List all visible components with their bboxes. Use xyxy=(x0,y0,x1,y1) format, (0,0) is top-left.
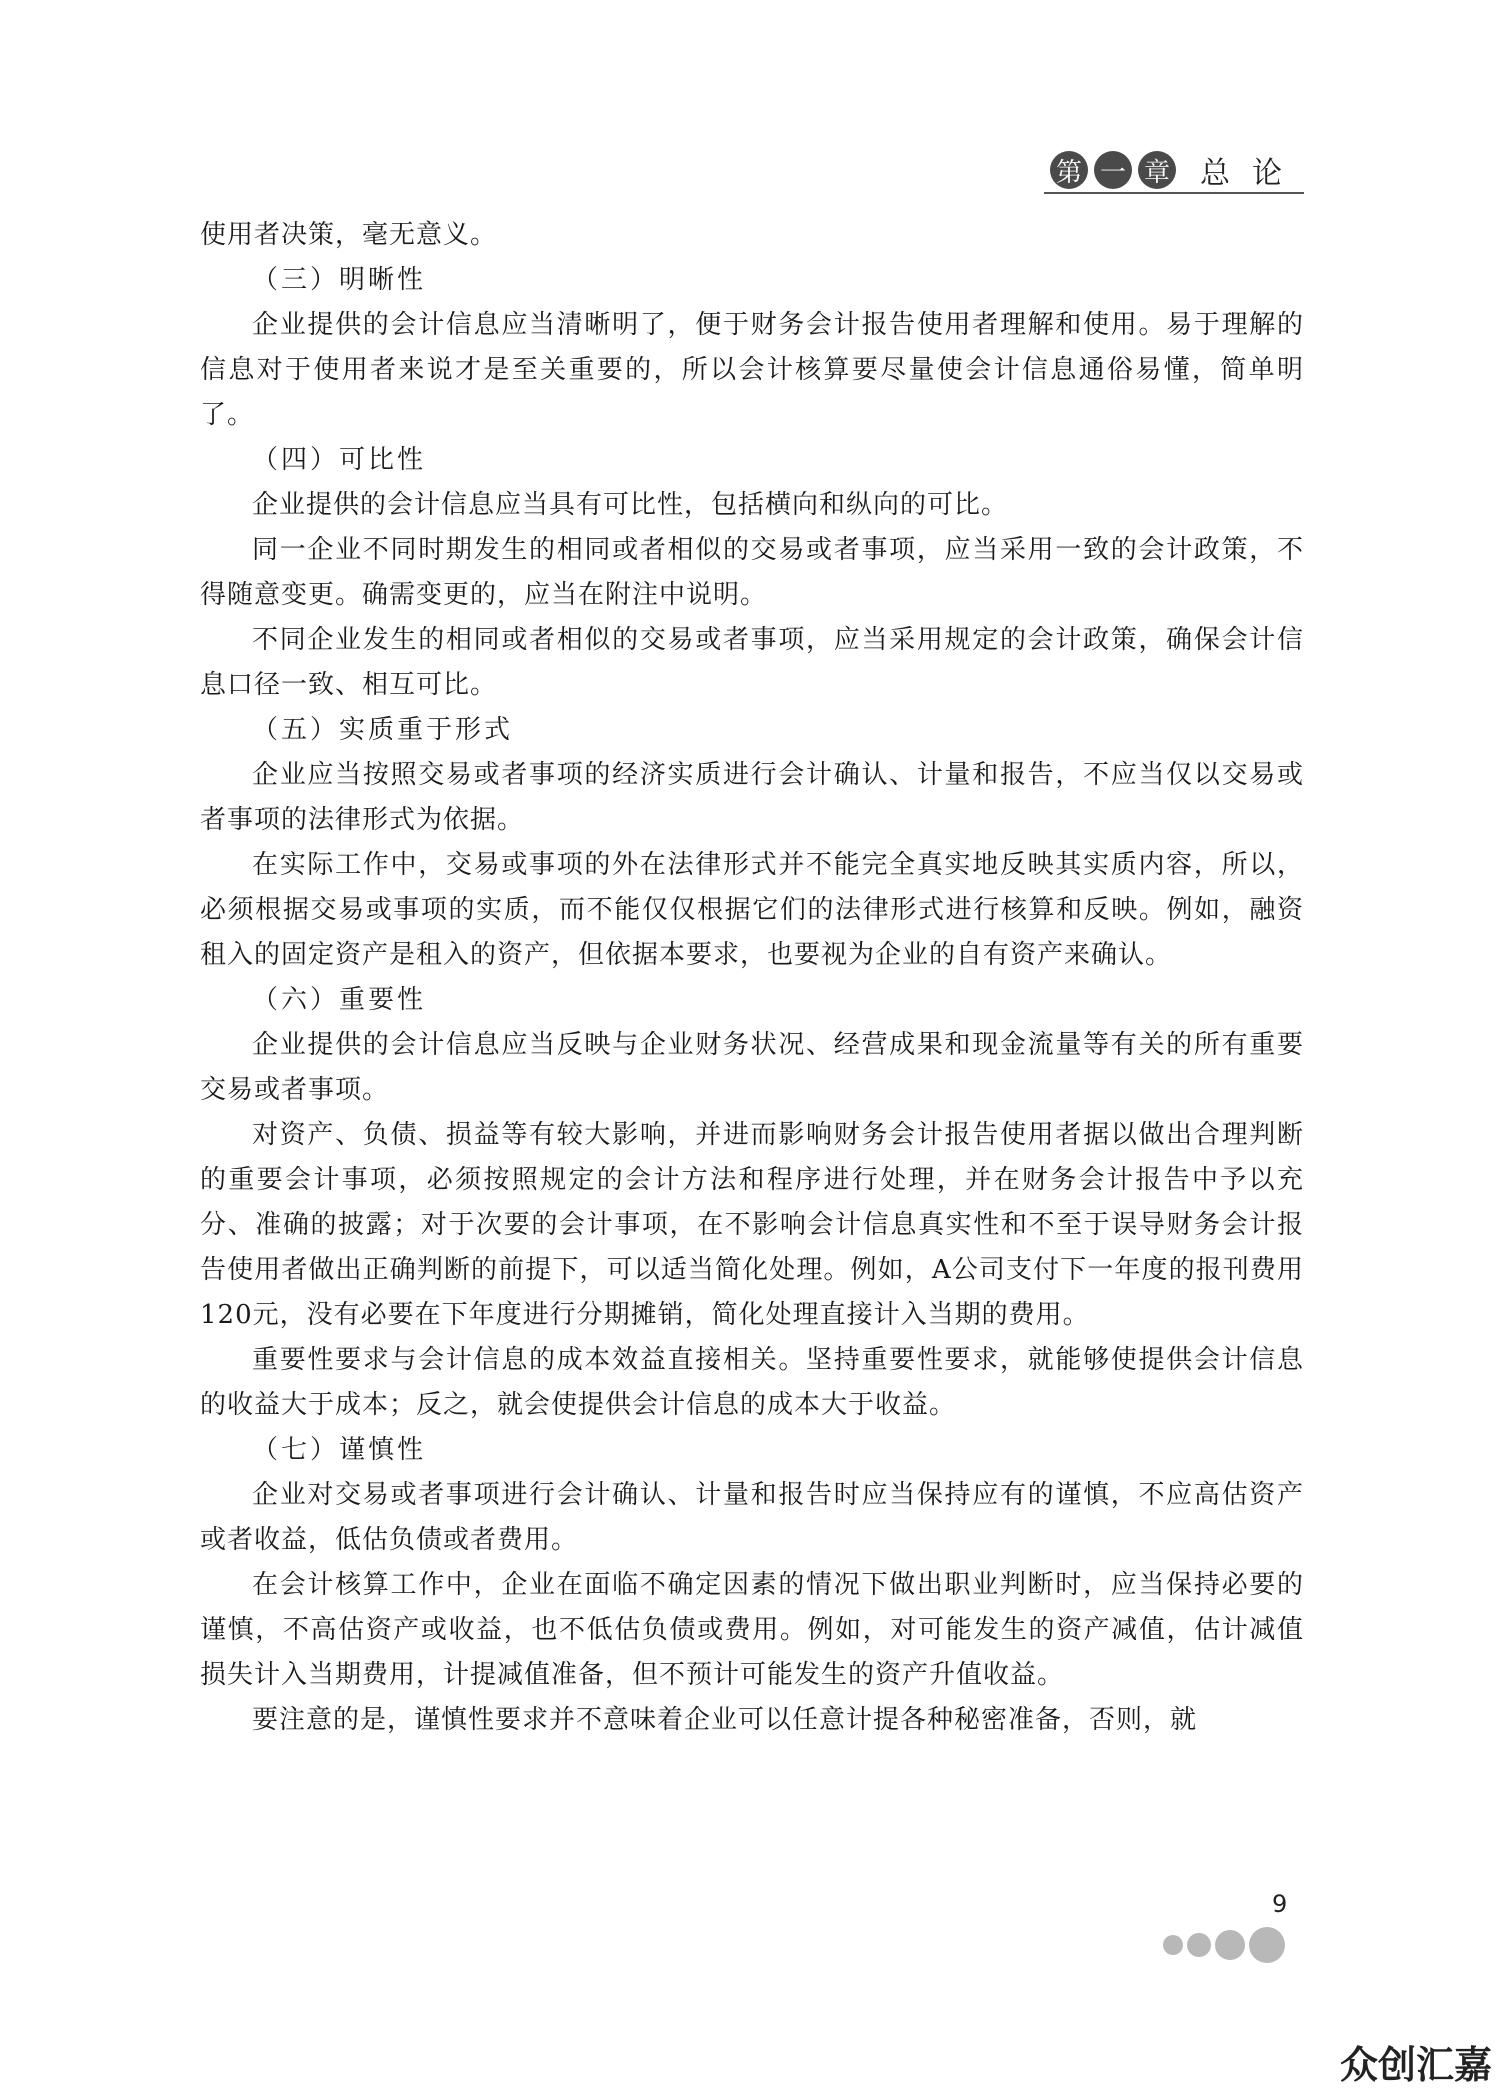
chapter-char-2: 一 xyxy=(1094,151,1132,189)
chapter-title: 总论 xyxy=(1200,156,1304,191)
paragraph-continuation: 使用者决策，毫无意义。 xyxy=(200,220,498,250)
section-heading-materiality: （六）重要性 xyxy=(252,985,427,1015)
section-heading-clarity: （三）明晰性 xyxy=(252,265,427,295)
paragraph: 要注意的是，谨慎性要求并不意味着企业可以任意计提各种秘密准备，否则，就 xyxy=(252,1705,1198,1735)
dot-icon xyxy=(1187,1933,1211,1957)
paragraph: 对资产、负债、损益等有较大影响，并进而影响财务会计报告使用者据以做出合理判断的重要会计事项，必须按照规定的会计方法和程序进行处理，并在财务会计报告中予以充分、准确的披露；对于次要的会计事项，在不影响会计信息真实性和不至于误导财务会计报告使用者做出正确判断的前提下，可以适当简化处理。例如，A公司支付下一年度的报刊费用120元，没有必要在下年度进行分期摊销，简化处理直接计入当期的费用。 xyxy=(200,1120,1304,1330)
section-heading-substance: （五）实质重于形式 xyxy=(252,715,514,745)
page-content xyxy=(200,213,1304,1743)
paragraph: 重要性要求与会计信息的成本效益直接相关。坚持重要性要求，就能够使提供会计信息的收益大于成本；反之，就会使提供会计信息的成本大于收益。 xyxy=(200,1345,1304,1420)
section-heading-comparability: （四）可比性 xyxy=(252,445,427,475)
paragraph: 企业应当按照交易或者事项的经济实质进行会计确认、计量和报告，不应当仅以交易或者事项的法律形式为依据。 xyxy=(200,760,1304,835)
watermark-text: 众创汇嘉 xyxy=(1339,2043,1492,2087)
page-number: 9 xyxy=(1272,1890,1288,1918)
paragraph: 企业提供的会计信息应当清晰明了，便于财务会计报告使用者理解和使用。易于理解的信息对于使用者来说才是至关重要的，所以会计核算要尽量使会计信息通俗易懂，简单明了。 xyxy=(200,310,1304,430)
dot-icon xyxy=(1163,1935,1183,1955)
chapter-char-1: 第 xyxy=(1050,151,1088,189)
section-heading-prudence: （七）谨慎性 xyxy=(252,1435,427,1465)
paragraph: 企业提供的会计信息应当具有可比性，包括横向和纵向的可比。 xyxy=(252,490,1009,520)
paragraph: 在实际工作中，交易或事项的外在法律形式并不能完全真实地反映其实质内容，所以，必须根据交易或事项的实质，而不能仅仅根据它们的法律形式进行核算和反映。例如，融资租入的固定资产是租入的资产，但依据本要求，也要视为企业的自有资产来确认。 xyxy=(200,850,1304,970)
paragraph: 同一企业不同时期发生的相同或者相似的交易或者事项，应当采用一致的会计政策，不得随意变更。确需变更的，应当在附注中说明。 xyxy=(200,535,1304,610)
chapter-char-3: 章 xyxy=(1138,151,1176,189)
dot-icon xyxy=(1249,1927,1285,1963)
dot-icon xyxy=(1215,1930,1245,1960)
header-rule xyxy=(1044,192,1304,194)
paragraph: 不同企业发生的相同或者相似的交易或者事项，应当采用规定的会计政策，确保会计信息口径一致、相互可比。 xyxy=(200,625,1304,700)
chapter-header xyxy=(1050,148,1304,192)
decorative-dots xyxy=(1163,1927,1285,1963)
paragraph: 企业对交易或者事项进行会计确认、计量和报告时应当保持应有的谨慎，不应高估资产或者收益，低估负债或者费用。 xyxy=(200,1480,1304,1555)
paragraph: 企业提供的会计信息应当反映与企业财务状况、经营成果和现金流量等有关的所有重要交易或者事项。 xyxy=(200,1030,1304,1105)
paragraph: 在会计核算工作中，企业在面临不确定因素的情况下做出职业判断时，应当保持必要的谨慎，不高估资产或收益，也不低估负债或费用。例如，对可能发生的资产减值，估计减值损失计入当期费用，计提减值准备，但不预计可能发生的资产升值收益。 xyxy=(200,1570,1304,1690)
